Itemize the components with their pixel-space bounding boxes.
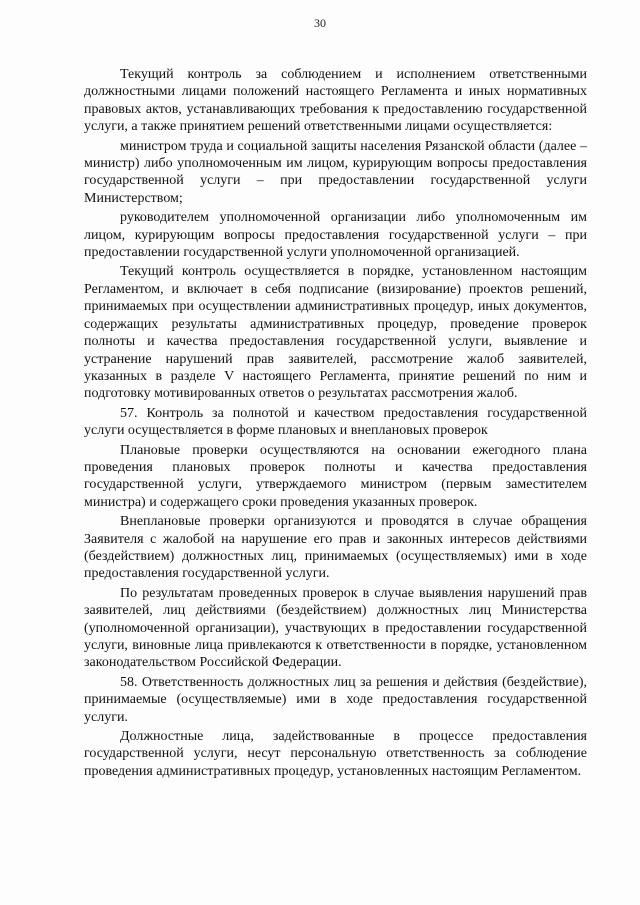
section-58-heading: 58. Ответственность должностных лиц за решения и действия (бездействие), принимаемые (осуществляемые) ими в ходе предоставления государственной услуги. <box>84 674 587 725</box>
paragraph: Плановые проверки осуществляются на основании ежегодного плана проведения плановых проверок полноты и качества предоставления государственной услуги, утверждаемого министром (первым заместителем министра) и содержащего сроки проведения указанных проверок. <box>84 442 587 510</box>
paragraph: руководителем уполномоченной организации либо уполномоченным им лицом, курирующим вопросы предоставления государственной услуги – при предоставлении государственной услуги уполномоченной организацией. <box>84 210 587 261</box>
page-number: 30 <box>314 16 326 30</box>
paragraph: Текущий контроль осуществляется в порядке, установленном настоящим Регламентом, и включает в себя подписание (визирование) проектов решений, принимаемых при осуществлении административных процедур, иных документов, содержащих результаты административных процедур, проведение проверок полноты и качества предоставления государственной услуги, выявление и устранение нарушений прав заявителей, рассмотрение жалоб заявителей, указанных в разделе V настоящего Регламента, принятие решений по ним и подготовку мотивированных ответов о результатах рассмотрения жалоб. <box>84 264 587 402</box>
document-body <box>84 66 587 782</box>
section-57-heading: 57. Контроль за полнотой и качеством предоставления государственной услуги осуществляется в форме плановых и внеплановых проверок <box>84 405 587 439</box>
paragraph: По результатам проведенных проверок в случае выявления нарушений прав заявителей, лиц действиями (бездействием) должностных лиц Министерства (уполномоченной организации), участвующих в предоставлении государственной услуги, виновные лица привлекаются к ответственности в порядке, установленном законодательством Российской Федерации. <box>84 585 587 671</box>
paragraph: Внеплановые проверки организуются и проводятся в случае обращения Заявителя с жалобой на нарушение его прав и законных интересов действиями (бездействием) должностных лиц, принимаемых (осуществляемых) ими в ходе предоставления государственной услуги. <box>84 514 587 582</box>
paragraph: Должностные лица, задействованные в процессе предоставления государственной услуги, несут персональную ответственность за соблюдение проведения административных процедур, установленных настоящим Регламентом. <box>84 729 587 779</box>
paragraph: министром труда и социальной защиты населения Рязанской области (далее – министр) либо уполномоченным им лицом, курирующим вопросы предоставления государственной услуги – при предоставлении государственной услуги Министерством; <box>84 138 587 206</box>
paragraph: Текущий контроль за соблюдением и исполнением ответственными должностными лицами положений настоящего Регламента и иных нормативных правовых актов, устанавливающих требования к предоставлению государственной услуги, а также принятием решений ответственными лицами осуществляется: <box>84 67 587 135</box>
